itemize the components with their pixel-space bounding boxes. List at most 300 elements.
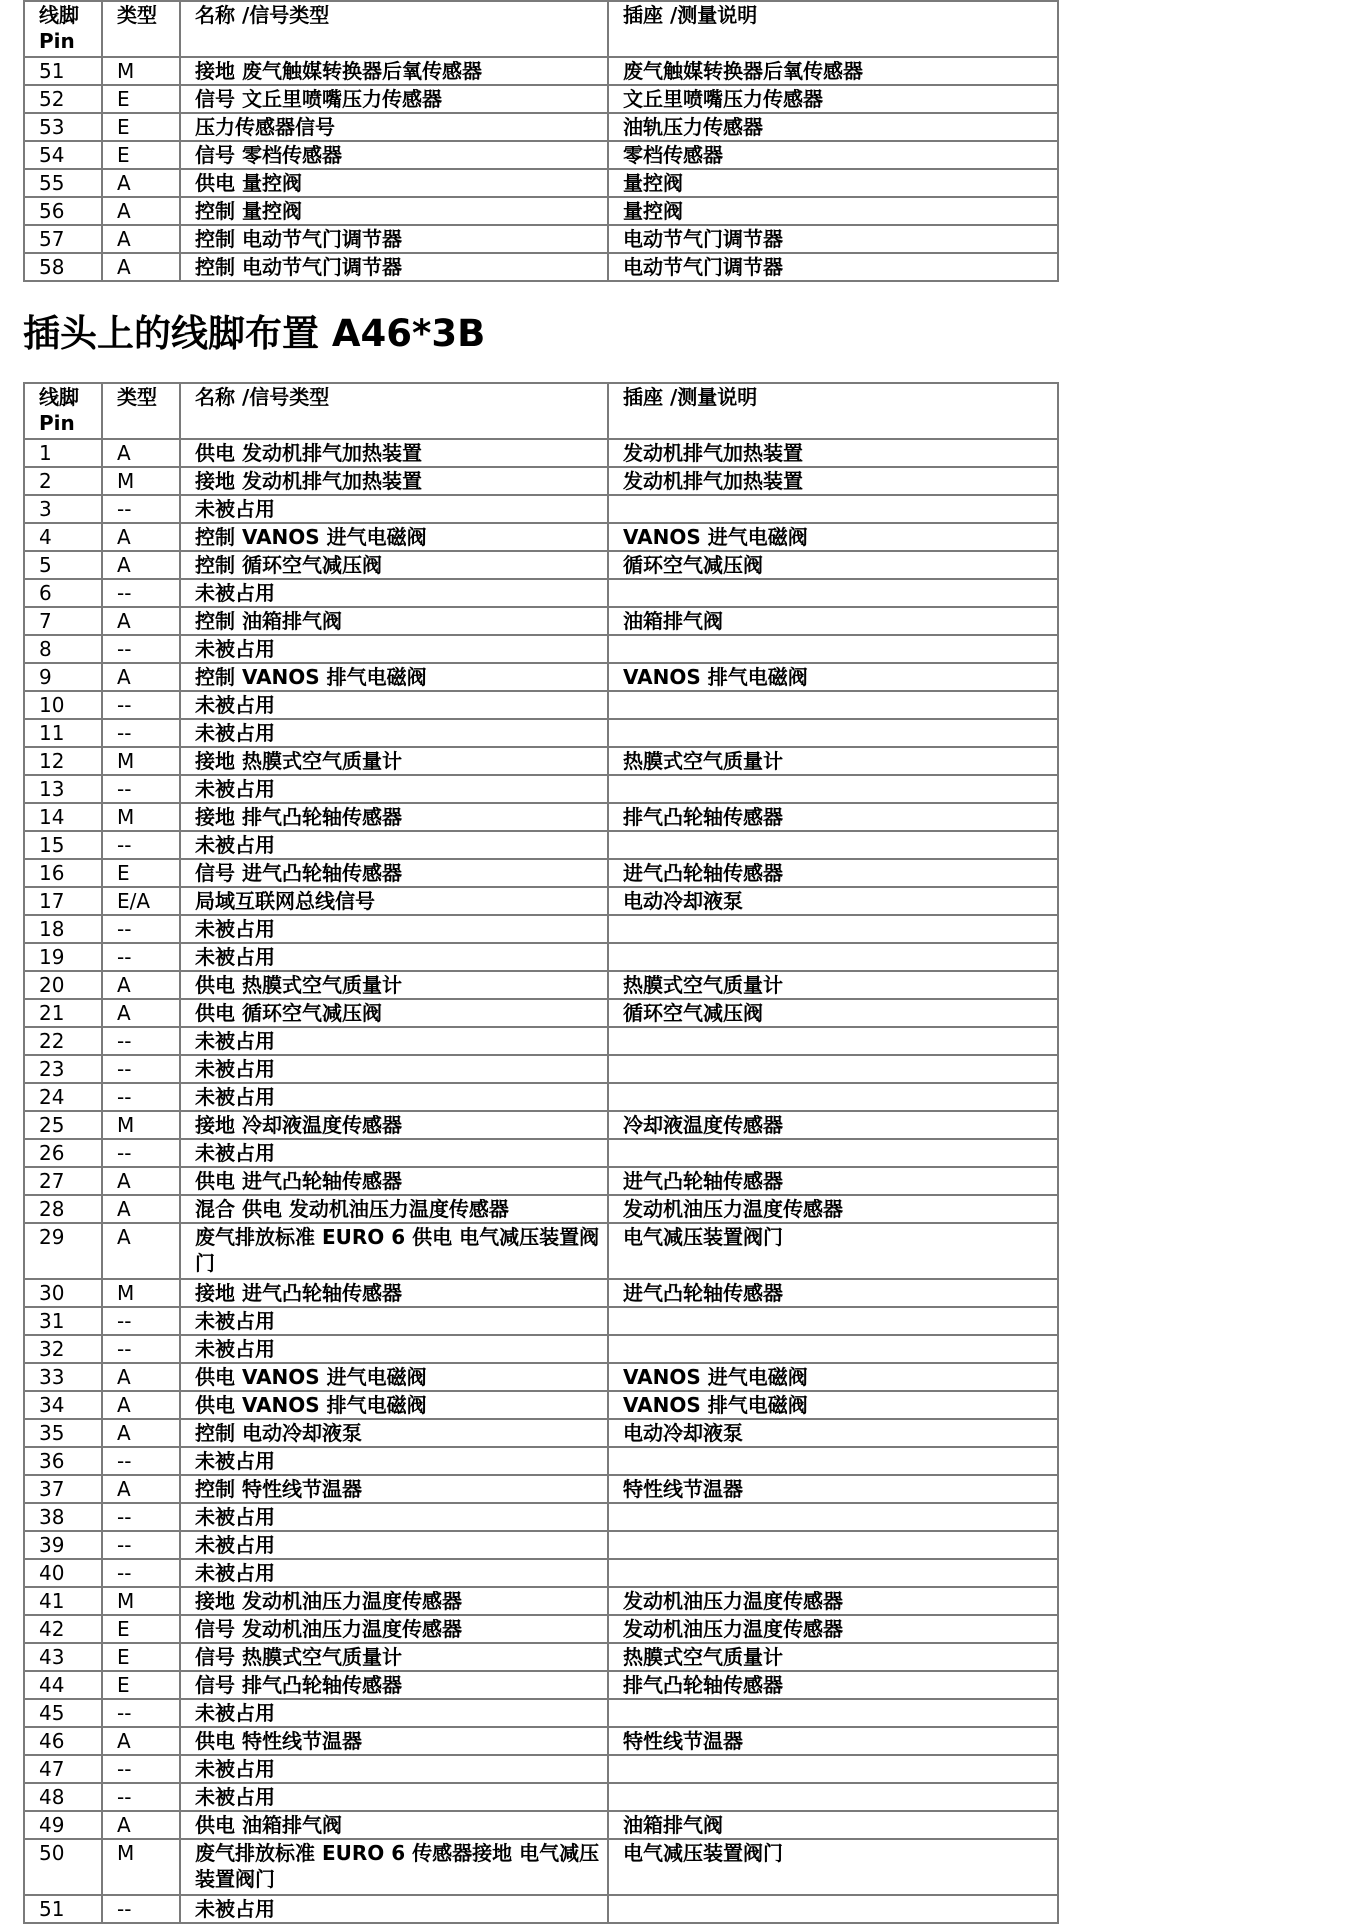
type-cell: A <box>102 1811 180 1839</box>
name-cell: 未被占用 <box>180 719 608 747</box>
table-row <box>24 607 1058 635</box>
pin-cell: 12 <box>24 747 102 775</box>
desc-cell: 文丘里喷嘴压力传感器 <box>608 85 1058 113</box>
table-row <box>24 887 1058 915</box>
pin-cell: 47 <box>24 1755 102 1783</box>
name-cell: 控制 VANOS 排气电磁阀 <box>180 663 608 691</box>
table-row <box>24 1587 1058 1615</box>
pin-cell: 41 <box>24 1587 102 1615</box>
desc-cell: 电动节气门调节器 <box>608 225 1058 253</box>
table-row <box>24 915 1058 943</box>
pin-cell: 38 <box>24 1503 102 1531</box>
type-cell: M <box>102 803 180 831</box>
type-cell: A <box>102 607 180 635</box>
name-cell: 供电 循环空气减压阀 <box>180 999 608 1027</box>
name-cell: 未被占用 <box>180 1699 608 1727</box>
name-cell: 未被占用 <box>180 1139 608 1167</box>
header-desc: 插座 /测量说明 <box>608 383 1058 439</box>
desc-cell: VANOS 进气电磁阀 <box>608 523 1058 551</box>
table-row <box>24 495 1058 523</box>
desc-cell: 发动机排气加热装置 <box>608 467 1058 495</box>
pin-cell: 40 <box>24 1559 102 1587</box>
type-cell: A <box>102 1391 180 1419</box>
name-cell: 未被占用 <box>180 831 608 859</box>
table-row <box>24 1363 1058 1391</box>
desc-cell: 油轨压力传感器 <box>608 113 1058 141</box>
type-cell: E <box>102 85 180 113</box>
type-cell: M <box>102 1111 180 1139</box>
name-cell: 混合 供电 发动机油压力温度传感器 <box>180 1195 608 1223</box>
pin-cell: 35 <box>24 1419 102 1447</box>
desc-cell: 废气触媒转换器后氧传感器 <box>608 57 1058 85</box>
name-cell: 未被占用 <box>180 1755 608 1783</box>
desc-cell: 电气减压装置阀门 <box>608 1223 1058 1279</box>
table-row <box>24 1223 1058 1279</box>
type-cell: -- <box>102 943 180 971</box>
pin-cell: 13 <box>24 775 102 803</box>
type-cell: A <box>102 1475 180 1503</box>
name-cell: 局域互联网总线信号 <box>180 887 608 915</box>
type-cell: A <box>102 225 180 253</box>
pin-cell: 56 <box>24 197 102 225</box>
type-cell: -- <box>102 1503 180 1531</box>
table-row <box>24 225 1058 253</box>
table-row <box>24 775 1058 803</box>
desc-cell <box>608 1531 1058 1559</box>
table-row <box>24 971 1058 999</box>
pin-cell: 16 <box>24 859 102 887</box>
desc-cell <box>608 719 1058 747</box>
table-row <box>24 253 1058 281</box>
name-cell: 接地 发动机排气加热装置 <box>180 467 608 495</box>
header-name: 名称 /信号类型 <box>180 383 608 439</box>
table-row <box>24 1027 1058 1055</box>
name-cell: 接地 热膜式空气质量计 <box>180 747 608 775</box>
type-cell: E <box>102 1671 180 1699</box>
name-cell: 未被占用 <box>180 1447 608 1475</box>
desc-cell <box>608 775 1058 803</box>
table-row <box>24 1671 1058 1699</box>
type-cell: -- <box>102 1783 180 1811</box>
table-row <box>24 1727 1058 1755</box>
desc-cell <box>608 1503 1058 1531</box>
name-cell: 未被占用 <box>180 943 608 971</box>
desc-cell: 冷却液温度传感器 <box>608 1111 1058 1139</box>
name-cell: 供电 油箱排气阀 <box>180 1811 608 1839</box>
name-cell: 信号 文丘里喷嘴压力传感器 <box>180 85 608 113</box>
table-row <box>24 1755 1058 1783</box>
name-cell: 未被占用 <box>180 1083 608 1111</box>
name-cell: 控制 油箱排气阀 <box>180 607 608 635</box>
pin-cell: 49 <box>24 1811 102 1839</box>
table-row <box>24 1643 1058 1671</box>
desc-cell: 特性线节温器 <box>608 1727 1058 1755</box>
type-cell: A <box>102 169 180 197</box>
table-row <box>24 1839 1058 1895</box>
desc-cell: 进气凸轮轴传感器 <box>608 859 1058 887</box>
desc-cell: 电动冷却液泵 <box>608 1419 1058 1447</box>
pin-cell: 45 <box>24 1699 102 1727</box>
name-cell: 接地 冷却液温度传感器 <box>180 1111 608 1139</box>
desc-cell <box>608 495 1058 523</box>
type-cell: A <box>102 663 180 691</box>
table-row <box>24 691 1058 719</box>
pin-cell: 34 <box>24 1391 102 1419</box>
desc-cell <box>608 691 1058 719</box>
name-cell: 供电 VANOS 进气电磁阀 <box>180 1363 608 1391</box>
pin-cell: 3 <box>24 495 102 523</box>
header-desc: 插座 /测量说明 <box>608 1 1058 57</box>
desc-cell: 热膜式空气质量计 <box>608 1643 1058 1671</box>
type-cell: A <box>102 1167 180 1195</box>
pin-cell: 5 <box>24 551 102 579</box>
table-row <box>24 859 1058 887</box>
pin-cell: 58 <box>24 253 102 281</box>
table-row <box>24 551 1058 579</box>
name-cell: 未被占用 <box>180 1531 608 1559</box>
type-cell: -- <box>102 1447 180 1475</box>
desc-cell: VANOS 排气电磁阀 <box>608 1391 1058 1419</box>
table-row <box>24 1503 1058 1531</box>
desc-cell: 进气凸轮轴传感器 <box>608 1279 1058 1307</box>
desc-cell <box>608 1895 1058 1923</box>
desc-cell <box>608 1027 1058 1055</box>
type-cell: E <box>102 1615 180 1643</box>
pin-cell: 46 <box>24 1727 102 1755</box>
desc-cell: 循环空气减压阀 <box>608 551 1058 579</box>
pin-cell: 31 <box>24 1307 102 1335</box>
pin-cell: 24 <box>24 1083 102 1111</box>
table-row <box>24 85 1058 113</box>
name-cell: 未被占用 <box>180 1055 608 1083</box>
name-cell: 信号 排气凸轮轴传感器 <box>180 1671 608 1699</box>
type-cell: A <box>102 999 180 1027</box>
table-row <box>24 1699 1058 1727</box>
name-cell: 信号 进气凸轮轴传感器 <box>180 859 608 887</box>
desc-cell: 排气凸轮轴传感器 <box>608 803 1058 831</box>
table-row <box>24 141 1058 169</box>
pin-cell: 10 <box>24 691 102 719</box>
pin-cell: 9 <box>24 663 102 691</box>
table-row <box>24 523 1058 551</box>
type-cell: -- <box>102 1055 180 1083</box>
pin-cell: 4 <box>24 523 102 551</box>
type-cell: A <box>102 1727 180 1755</box>
name-cell: 未被占用 <box>180 1027 608 1055</box>
desc-cell: 发动机油压力温度传感器 <box>608 1195 1058 1223</box>
table-row <box>24 719 1058 747</box>
pin-cell: 44 <box>24 1671 102 1699</box>
table-row <box>24 1279 1058 1307</box>
desc-cell: 循环空气减压阀 <box>608 999 1058 1027</box>
desc-cell: 量控阀 <box>608 197 1058 225</box>
pin-cell: 15 <box>24 831 102 859</box>
type-cell: M <box>102 1587 180 1615</box>
type-cell: -- <box>102 1083 180 1111</box>
table-row <box>24 1783 1058 1811</box>
table-row <box>24 663 1058 691</box>
table-row <box>24 1895 1058 1923</box>
pin-cell: 36 <box>24 1447 102 1475</box>
name-cell: 废气排放标准 EURO 6 供电 电气减压装置阀门 <box>180 1223 608 1279</box>
table-row <box>24 635 1058 663</box>
desc-cell <box>608 915 1058 943</box>
pin-cell: 21 <box>24 999 102 1027</box>
type-cell: M <box>102 1279 180 1307</box>
type-cell: -- <box>102 579 180 607</box>
type-cell: M <box>102 467 180 495</box>
table-row <box>24 113 1058 141</box>
desc-cell: VANOS 进气电磁阀 <box>608 1363 1058 1391</box>
pin-table-bottom <box>23 382 1059 1924</box>
desc-cell <box>608 943 1058 971</box>
pin-cell: 6 <box>24 579 102 607</box>
pin-cell: 19 <box>24 943 102 971</box>
table-row <box>24 747 1058 775</box>
desc-cell: 热膜式空气质量计 <box>608 971 1058 999</box>
header-name: 名称 /信号类型 <box>180 1 608 57</box>
table-row <box>24 1335 1058 1363</box>
pin-cell: 43 <box>24 1643 102 1671</box>
table-row <box>24 439 1058 467</box>
pin-cell: 2 <box>24 467 102 495</box>
table-row <box>24 1615 1058 1643</box>
pin-cell: 11 <box>24 719 102 747</box>
name-cell: 信号 零档传感器 <box>180 141 608 169</box>
name-cell: 供电 进气凸轮轴传感器 <box>180 1167 608 1195</box>
type-cell: A <box>102 1419 180 1447</box>
name-cell: 未被占用 <box>180 579 608 607</box>
type-cell: -- <box>102 775 180 803</box>
header-pin: 线脚 Pin <box>24 383 102 439</box>
table-row <box>24 943 1058 971</box>
pin-cell: 32 <box>24 1335 102 1363</box>
desc-cell: 发动机排气加热装置 <box>608 439 1058 467</box>
name-cell: 信号 发动机油压力温度传感器 <box>180 1615 608 1643</box>
type-cell: A <box>102 551 180 579</box>
pin-cell: 50 <box>24 1839 102 1895</box>
table-row <box>24 57 1058 85</box>
desc-cell: VANOS 排气电磁阀 <box>608 663 1058 691</box>
type-cell: A <box>102 1363 180 1391</box>
name-cell: 供电 VANOS 排气电磁阀 <box>180 1391 608 1419</box>
desc-cell: 发动机油压力温度传感器 <box>608 1587 1058 1615</box>
header-pin: 线脚 Pin <box>24 1 102 57</box>
name-cell: 未被占用 <box>180 775 608 803</box>
table-row <box>24 831 1058 859</box>
table-header-row <box>24 1 1058 57</box>
table-header-row <box>24 383 1058 439</box>
pin-cell: 30 <box>24 1279 102 1307</box>
table-row <box>24 803 1058 831</box>
desc-cell <box>608 1335 1058 1363</box>
pin-cell: 33 <box>24 1363 102 1391</box>
desc-cell: 电动冷却液泵 <box>608 887 1058 915</box>
type-cell: -- <box>102 635 180 663</box>
table-row <box>24 1559 1058 1587</box>
name-cell: 未被占用 <box>180 915 608 943</box>
name-cell: 信号 热膜式空气质量计 <box>180 1643 608 1671</box>
name-cell: 供电 特性线节温器 <box>180 1727 608 1755</box>
table-row <box>24 197 1058 225</box>
name-cell: 未被占用 <box>180 1307 608 1335</box>
table-row <box>24 1391 1058 1419</box>
type-cell: M <box>102 1839 180 1895</box>
name-cell: 未被占用 <box>180 691 608 719</box>
pin-cell: 17 <box>24 887 102 915</box>
type-cell: -- <box>102 1699 180 1727</box>
desc-cell <box>608 1755 1058 1783</box>
desc-cell <box>608 1307 1058 1335</box>
name-cell: 未被占用 <box>180 1559 608 1587</box>
header-type: 类型 <box>102 383 180 439</box>
desc-cell <box>608 1055 1058 1083</box>
desc-cell <box>608 1699 1058 1727</box>
desc-cell <box>608 1139 1058 1167</box>
type-cell: E <box>102 859 180 887</box>
name-cell: 废气排放标准 EURO 6 传感器接地 电气减压装置阀门 <box>180 1839 608 1895</box>
type-cell: -- <box>102 1139 180 1167</box>
name-cell: 未被占用 <box>180 1503 608 1531</box>
pin-cell: 25 <box>24 1111 102 1139</box>
table-row <box>24 579 1058 607</box>
pin-cell: 48 <box>24 1783 102 1811</box>
name-cell: 未被占用 <box>180 495 608 523</box>
type-cell: -- <box>102 1335 180 1363</box>
desc-cell: 油箱排气阀 <box>608 1811 1058 1839</box>
type-cell: M <box>102 747 180 775</box>
pin-cell: 37 <box>24 1475 102 1503</box>
type-cell: A <box>102 971 180 999</box>
pin-cell: 14 <box>24 803 102 831</box>
table-row <box>24 1195 1058 1223</box>
name-cell: 接地 废气触媒转换器后氧传感器 <box>180 57 608 85</box>
desc-cell <box>608 635 1058 663</box>
name-cell: 控制 量控阀 <box>180 197 608 225</box>
table-row <box>24 999 1058 1027</box>
desc-cell: 发动机油压力温度传感器 <box>608 1615 1058 1643</box>
pin-table-top <box>23 0 1059 282</box>
table-row <box>24 1111 1058 1139</box>
table-row <box>24 1167 1058 1195</box>
type-cell: E/A <box>102 887 180 915</box>
name-cell: 接地 排气凸轮轴传感器 <box>180 803 608 831</box>
type-cell: -- <box>102 719 180 747</box>
name-cell: 未被占用 <box>180 1783 608 1811</box>
name-cell: 压力传感器信号 <box>180 113 608 141</box>
name-cell: 未被占用 <box>180 1335 608 1363</box>
desc-cell: 进气凸轮轴传感器 <box>608 1167 1058 1195</box>
table-row <box>24 1139 1058 1167</box>
name-cell: 控制 电动节气门调节器 <box>180 253 608 281</box>
type-cell: E <box>102 113 180 141</box>
desc-cell <box>608 1447 1058 1475</box>
pin-cell: 55 <box>24 169 102 197</box>
pin-cell: 22 <box>24 1027 102 1055</box>
type-cell: -- <box>102 831 180 859</box>
name-cell: 控制 VANOS 进气电磁阀 <box>180 523 608 551</box>
pin-cell: 23 <box>24 1055 102 1083</box>
table-row <box>24 1083 1058 1111</box>
table-row <box>24 467 1058 495</box>
pin-cell: 51 <box>24 57 102 85</box>
table-row <box>24 1811 1058 1839</box>
desc-cell: 电气减压装置阀门 <box>608 1839 1058 1895</box>
name-cell: 控制 循环空气减压阀 <box>180 551 608 579</box>
type-cell: -- <box>102 915 180 943</box>
table-row <box>24 1055 1058 1083</box>
type-cell: E <box>102 1643 180 1671</box>
desc-cell: 油箱排气阀 <box>608 607 1058 635</box>
type-cell: -- <box>102 1895 180 1923</box>
name-cell: 供电 发动机排气加热装置 <box>180 439 608 467</box>
table-row <box>24 1307 1058 1335</box>
pin-cell: 1 <box>24 439 102 467</box>
pin-cell: 52 <box>24 85 102 113</box>
desc-cell: 零档传感器 <box>608 141 1058 169</box>
type-cell: A <box>102 1195 180 1223</box>
name-cell: 供电 热膜式空气质量计 <box>180 971 608 999</box>
desc-cell: 热膜式空气质量计 <box>608 747 1058 775</box>
type-cell: A <box>102 1223 180 1279</box>
pin-cell: 20 <box>24 971 102 999</box>
table-row <box>24 169 1058 197</box>
desc-cell <box>608 1083 1058 1111</box>
type-cell: -- <box>102 691 180 719</box>
pin-cell: 54 <box>24 141 102 169</box>
name-cell: 供电 量控阀 <box>180 169 608 197</box>
name-cell: 未被占用 <box>180 1895 608 1923</box>
pin-cell: 53 <box>24 113 102 141</box>
desc-cell <box>608 1559 1058 1587</box>
pin-cell: 39 <box>24 1531 102 1559</box>
table-row <box>24 1447 1058 1475</box>
type-cell: -- <box>102 1559 180 1587</box>
pin-cell: 18 <box>24 915 102 943</box>
type-cell: M <box>102 57 180 85</box>
type-cell: E <box>102 141 180 169</box>
name-cell: 控制 特性线节温器 <box>180 1475 608 1503</box>
name-cell: 接地 发动机油压力温度传感器 <box>180 1587 608 1615</box>
type-cell: -- <box>102 1027 180 1055</box>
desc-cell <box>608 1783 1058 1811</box>
type-cell: -- <box>102 495 180 523</box>
pin-cell: 28 <box>24 1195 102 1223</box>
type-cell: -- <box>102 1531 180 1559</box>
type-cell: A <box>102 253 180 281</box>
name-cell: 控制 电动冷却液泵 <box>180 1419 608 1447</box>
desc-cell: 电动节气门调节器 <box>608 253 1058 281</box>
pin-cell: 51 <box>24 1895 102 1923</box>
pin-cell: 8 <box>24 635 102 663</box>
section-heading: 插头上的线脚布置 A46*3B <box>23 312 486 355</box>
type-cell: A <box>102 439 180 467</box>
pin-cell: 7 <box>24 607 102 635</box>
pin-cell: 27 <box>24 1167 102 1195</box>
pin-cell: 29 <box>24 1223 102 1279</box>
table-row <box>24 1419 1058 1447</box>
desc-cell: 特性线节温器 <box>608 1475 1058 1503</box>
type-cell: A <box>102 523 180 551</box>
type-cell: -- <box>102 1307 180 1335</box>
header-type: 类型 <box>102 1 180 57</box>
type-cell: A <box>102 197 180 225</box>
desc-cell: 排气凸轮轴传感器 <box>608 1671 1058 1699</box>
pin-cell: 42 <box>24 1615 102 1643</box>
name-cell: 未被占用 <box>180 635 608 663</box>
name-cell: 接地 进气凸轮轴传感器 <box>180 1279 608 1307</box>
type-cell: -- <box>102 1755 180 1783</box>
